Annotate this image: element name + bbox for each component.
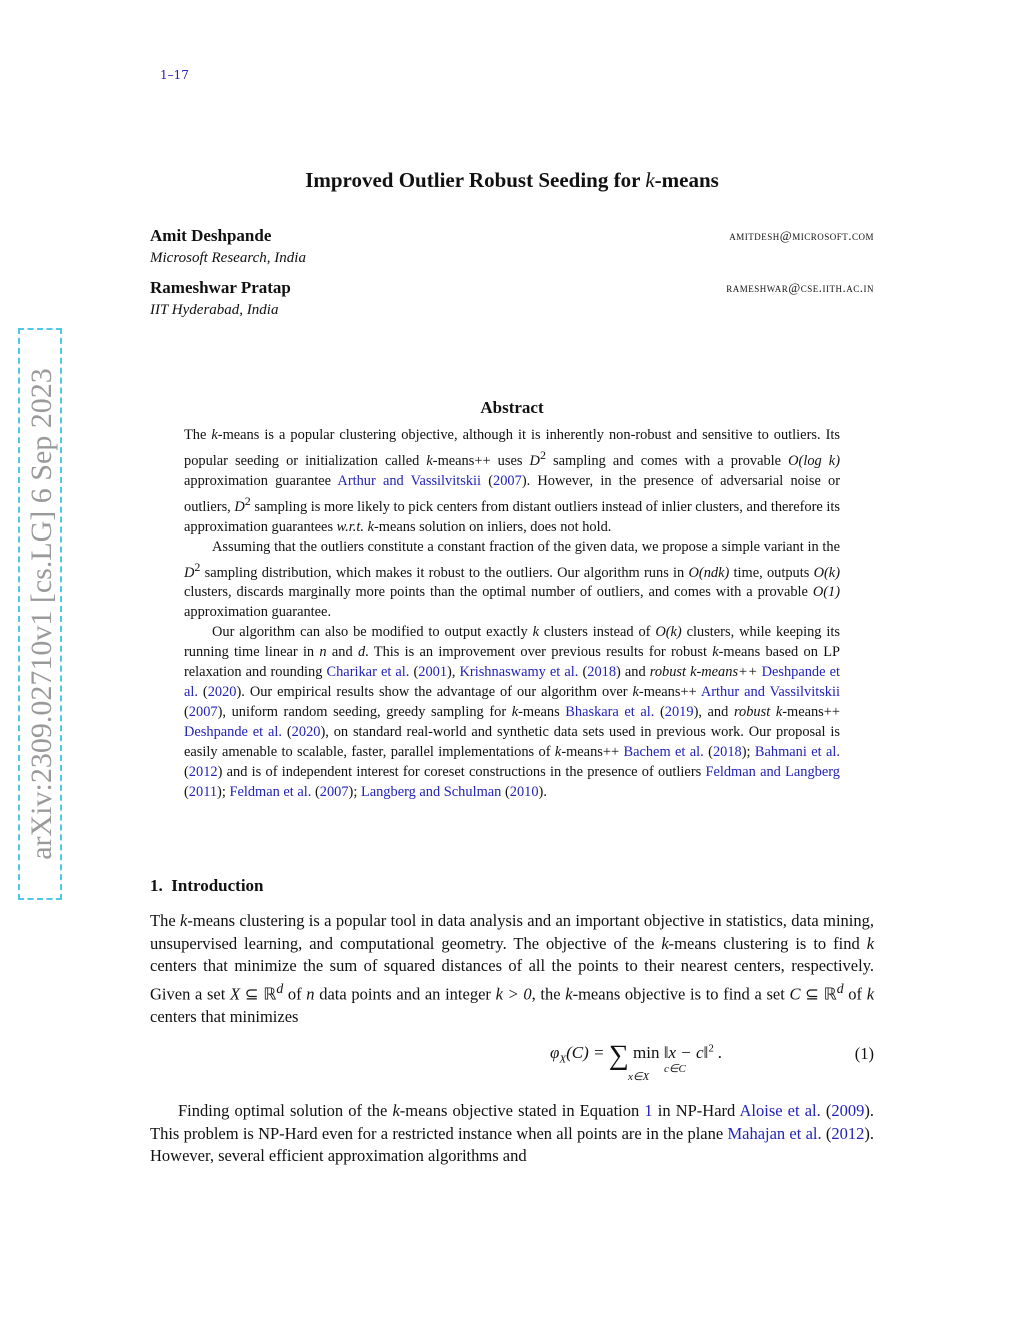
citation-year-link[interactable]: 2007 (493, 472, 522, 489)
citation-link[interactable]: Deshpande et al. (184, 724, 283, 741)
author-email[interactable]: amitdesh@microsoft.com (729, 228, 874, 243)
paper-title: Improved Outlier Robust Seeding for k-means (305, 168, 719, 192)
citation-year-link[interactable]: 2007 (319, 784, 349, 801)
section-heading: 1. Introduction (150, 876, 264, 895)
equation-ref-link[interactable]: 1 (644, 1101, 653, 1120)
citation-year-link[interactable]: 2018 (712, 744, 742, 761)
citation-year-link[interactable]: 2019 (664, 704, 694, 721)
author-affiliation: IIT Hyderabad, India (150, 302, 279, 318)
citation-year-link[interactable]: 2020 (207, 684, 237, 701)
sum-subscript: x∈X (628, 1071, 650, 1083)
citation-link[interactable]: Bahmani et al. (754, 744, 840, 761)
citation-year-link[interactable]: 2009 (831, 1101, 865, 1120)
equation-1 (150, 1040, 874, 1090)
equation-number: (1) (854, 1044, 874, 1063)
citation-link[interactable]: Arthur and Vassilvitskii (700, 684, 840, 701)
intro-paragraph: Finding optimal solution of the k-means objective stated in Equation 1 in NP-Hard Aloise et al. (2009). This problem is NP-Hard even for a restricted instance when all points are in the plane Mahajan et al. (2012). However, several efficient approximation algorithms and (150, 1101, 874, 1166)
author-name: Amit Deshpande (150, 226, 272, 245)
abstract-paragraph: The k-means is a popular clustering objective, although it is inherently non-robust and sensitive to outliers. Its popular seeding or initialization called k-means++ uses $D^2$ sampling and comes with a provable O(log k) approximation guarantee Arthur and Vassilvitskii (2007). However, in the presence of adversarial noise or outliers, $D^2$ sampling is more likely to pick centers from distant outliers instead of inlier clusters, and therefore its approximation guarantees w.r.t. k-means solution on inliers, does not hold. (184, 427, 840, 535)
page-number: 1–17 (160, 68, 189, 82)
citation-link[interactable]: Aloise et al. (739, 1101, 821, 1120)
citation-link[interactable]: Mahajan et al. (727, 1123, 822, 1143)
abstract-heading: Abstract (480, 398, 544, 417)
author-email[interactable]: rameshwar@cse.iith.ac.in (726, 280, 874, 295)
citation-year-link[interactable]: 2011 (188, 784, 218, 801)
intro-paragraph: The k-means clustering is a popular tool in data analysis and an important objective in statistics, data mining, unsupervised learning, and computational geometry. The objective of the k-means clustering is to find k centers that minimize the sum of squared distances of all the points to their nearest centers, respectively. Given a set X ⊆ ℝ$^d$ of n data points and an integer k > 0, the k-means objective is to find a set C ⊆ ℝ$^d$ of k centers that minimizes (150, 911, 875, 1026)
abstract (184, 425, 840, 802)
citation-link[interactable]: Krishnaswamy et al. (459, 664, 579, 681)
citation-year-link[interactable]: 2001 (418, 664, 448, 681)
abstract-paragraph: Assuming that the outliers constitute a constant fraction of the given data, we propose a simple variant in the $D^2$ sampling distribution, which makes it robust to the outliers. Our algorithm runs in O(ndk) time, outputs O(k) clusters, discards marginally more points than the optimal number of outliers, and comes with a provable O(1) approximation guarantee. (184, 538, 840, 621)
citation-year-link[interactable]: 2007 (188, 704, 218, 721)
author-block (150, 278, 874, 319)
arxiv-stamp[interactable]: arXiv:2309.02710v1 [cs.LG] 6 Sep 2023 (25, 368, 58, 860)
citation-link[interactable]: Arthur and Vassilvitskii (337, 472, 482, 489)
min-subscript: c∈C (664, 1063, 686, 1075)
citation-link[interactable]: Bhaskara et al. (565, 704, 655, 721)
citation-year-link[interactable]: 2020 (291, 724, 321, 741)
citation-year-link[interactable]: 2018 (587, 664, 617, 681)
author-affiliation: Microsoft Research, India (150, 250, 306, 266)
citation-year-link[interactable]: 2012 (831, 1123, 865, 1143)
equation-body: $\varphi_X(C)$ = ∑ min ‖x − c‖$^2$ . (550, 1040, 723, 1071)
citation-link[interactable]: Feldman and Langberg (705, 764, 840, 781)
citation-link[interactable]: Charikar et al. (326, 664, 410, 681)
author-block (150, 226, 874, 267)
citation-link[interactable]: Deshpande et al. (184, 664, 840, 701)
author-name: Rameshwar Pratap (150, 278, 291, 297)
citation-year-link[interactable]: 2012 (188, 764, 218, 781)
citation-link[interactable]: Bachem et al. (623, 744, 704, 761)
citation-year-link[interactable]: 2010 (509, 784, 539, 801)
abstract-paragraph: Our algorithm can also be modified to output exactly k clusters instead of O(k) clusters, while keeping its running time linear in n and d. This is an improvement over previous results for robust k-means based on LP relaxation and rounding Charikar et al. (2001), Krishnaswamy et al. (2018) and robust k-means++ Deshpande et al. (2020). Our empirical results show the advantage of our algorithm over k-means++ Arthur and Vassilvitskii (2007), uniform random seeding, greedy sampling for k-means Bhaskara et al. (2019), and robust k-means++ Deshpande et al. (2020), on standard real-world and synthetic data sets used in previous work. Our proposal is easily amenable to scalable, faster, parallel implementations of k-means++ Bachem et al. (2018); Bahmani et al. (2012) and is of independent interest for coreset constructions in the presence of outliers Feldman and Langberg (2011); Feldman et al. (2007); Langberg and Schulman (2010). (184, 624, 841, 801)
citation-link[interactable]: Feldman et al. (229, 784, 312, 801)
citation-link[interactable]: Langberg and Schulman (360, 784, 502, 801)
